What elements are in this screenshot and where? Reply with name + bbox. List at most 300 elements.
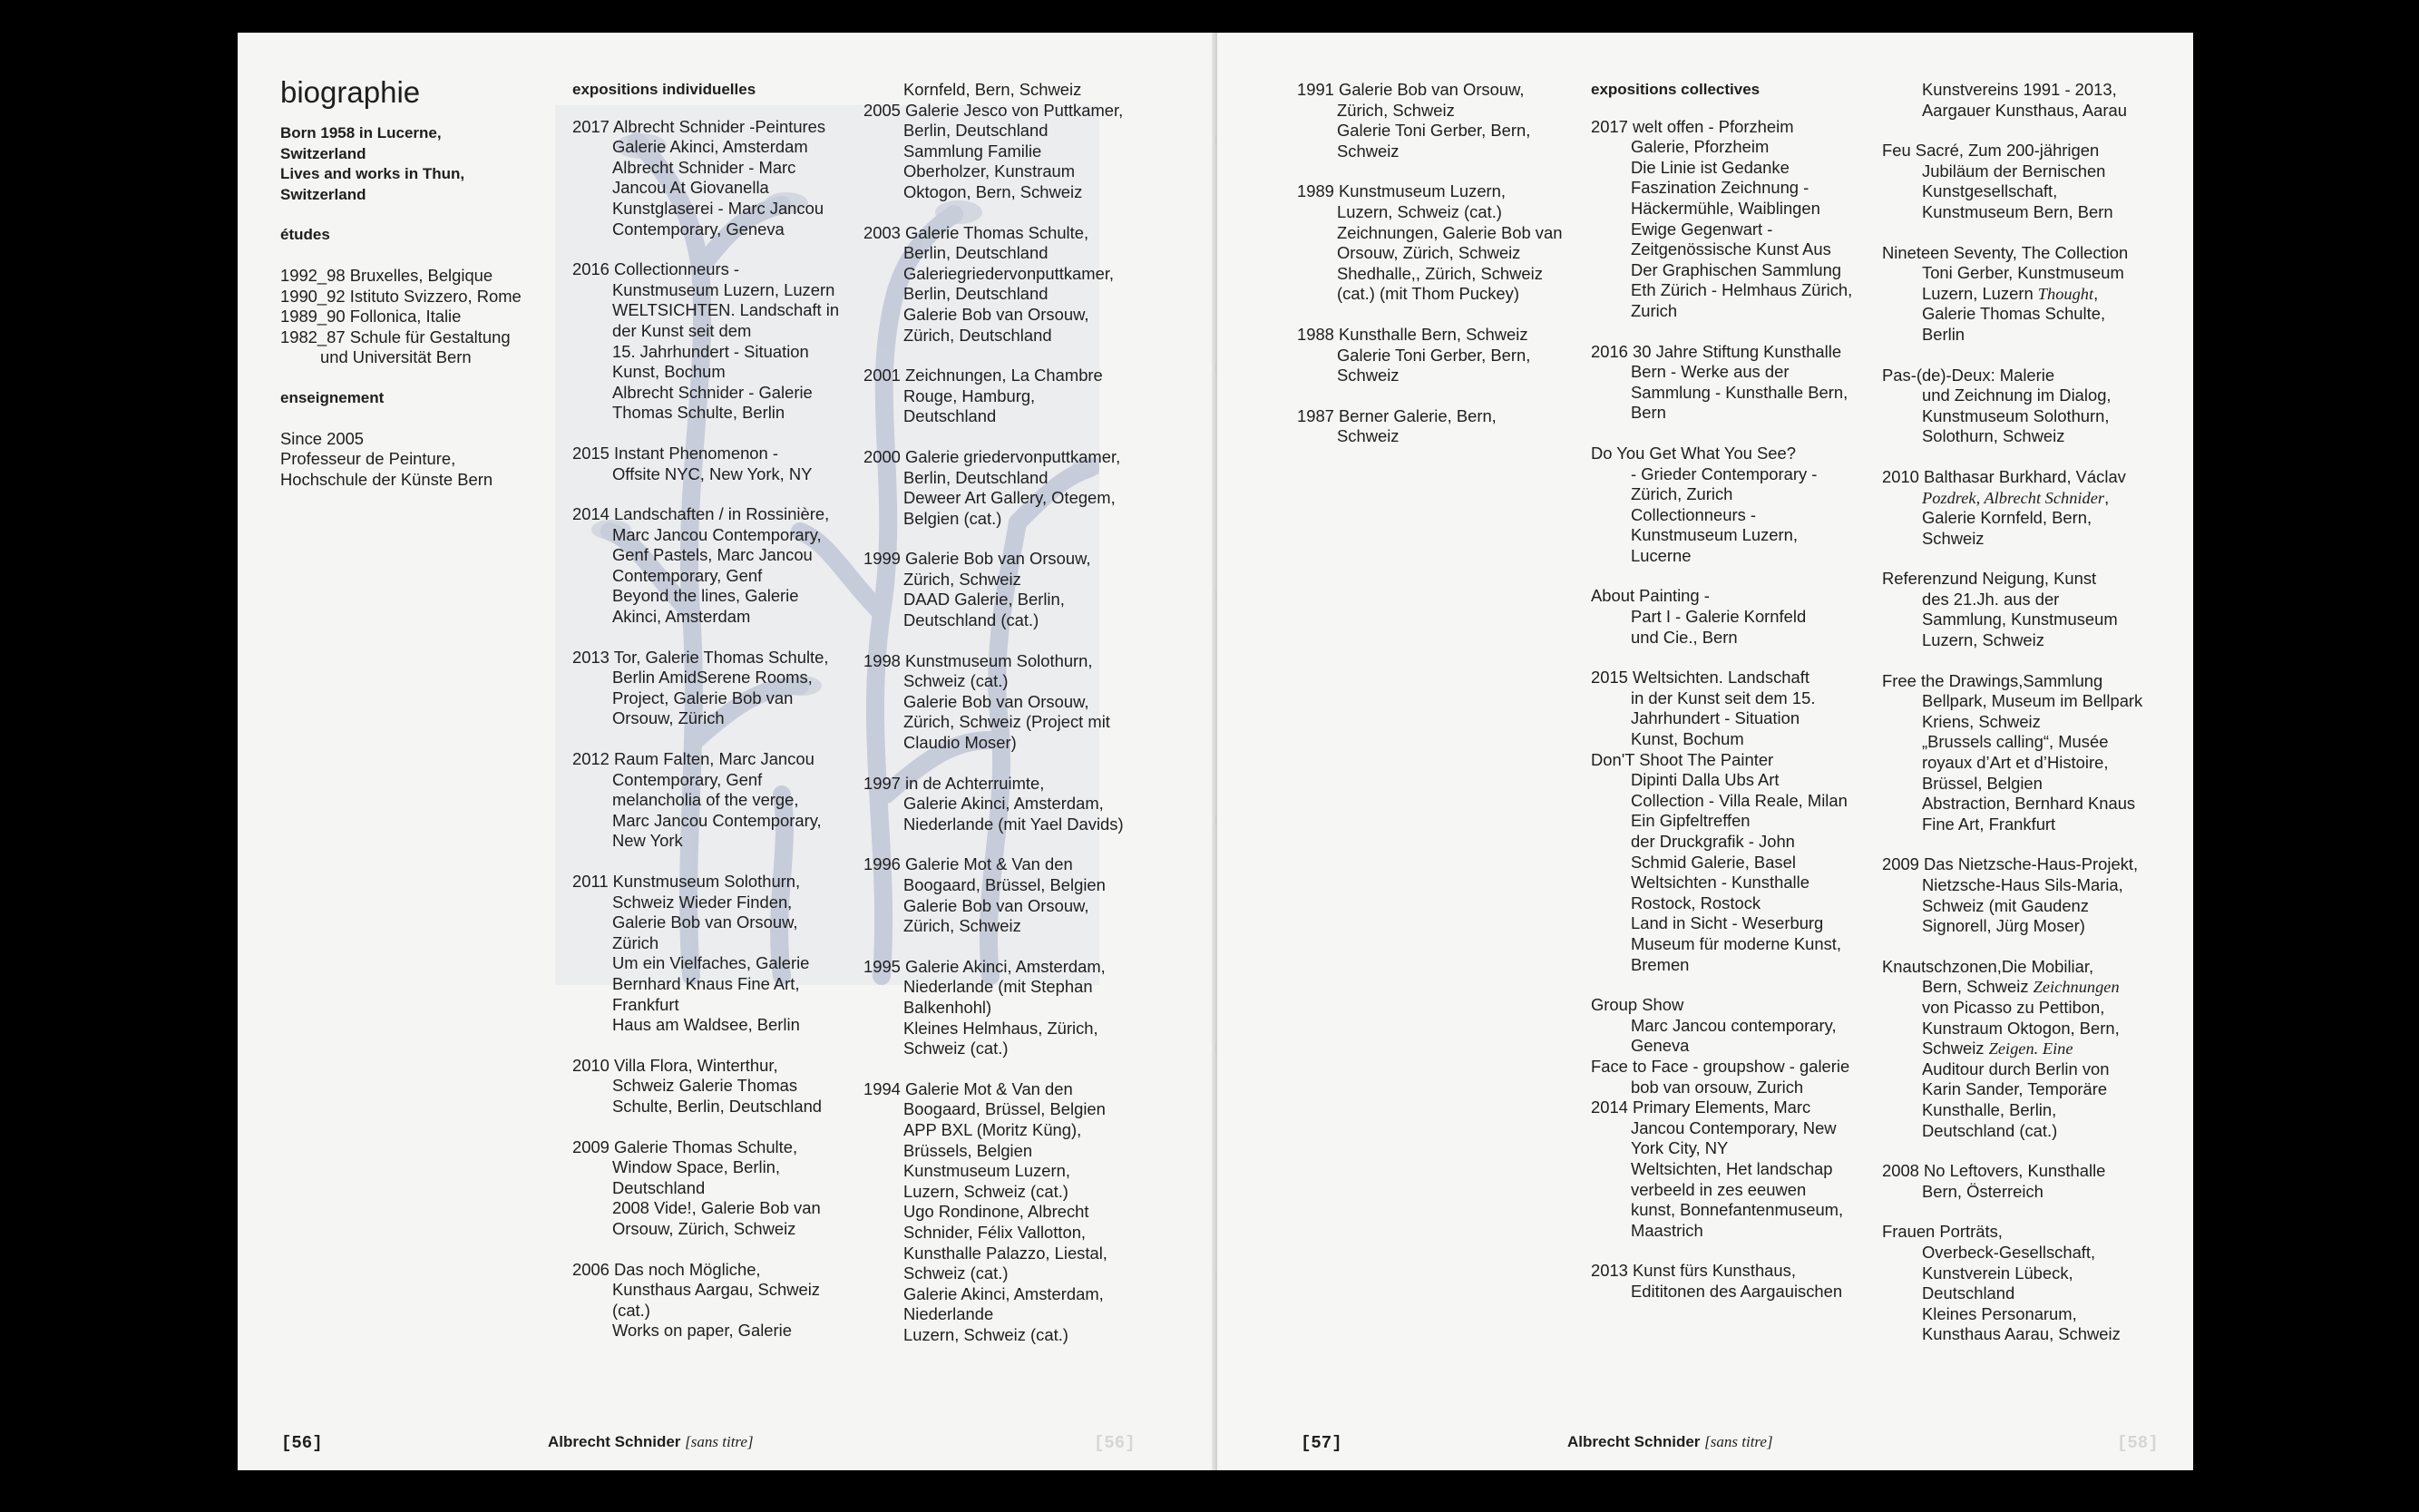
etudes-line: und Universität Bern <box>320 347 472 367</box>
exhibition-line: 1997 in de Achterruimte, <box>863 773 1045 793</box>
footer-title: [sans titre] <box>1704 1433 1773 1450</box>
exhibition-line: Lucerne <box>1631 545 1692 565</box>
exhibition-line: der Kunst seit dem <box>612 320 752 340</box>
exhibition-line: Galerie, Pforzheim <box>1631 137 1770 157</box>
exhibition-line: Zeitgenössische Kunst Aus <box>1631 239 1831 259</box>
enseignement-line: Professeur de Peinture, <box>280 449 456 469</box>
exhibition-line: Berlin <box>1922 324 1965 344</box>
exhibition-line: 2015 Weltsichten. Landschaft <box>1591 668 1809 688</box>
exhibition-line: Contemporary, Geneva <box>612 219 785 239</box>
exhibition-line: 2015 Instant Phenomenon - <box>572 443 778 463</box>
exhibition-line: 2011 Kunstmuseum Solothurn, <box>572 872 801 891</box>
exhibition-line: Kunstmuseum Bern, Bern <box>1922 201 2113 221</box>
exhibition-line: Deutschland (cat.) <box>1922 1120 2058 1140</box>
exhibition-line: Berlin, Deutschland <box>903 121 1049 141</box>
exhibition-line: Luzern, Schweiz (cat.) <box>1337 201 1502 221</box>
exhibition-line: Schweiz <box>1337 366 1400 385</box>
exhibition-line: Schweiz <box>1922 528 1985 548</box>
exhibition-line: Bernhard Knaus Fine Art, <box>612 973 800 993</box>
exhibition-line: Kunsthalle Palazzo, Liestal, <box>903 1243 1107 1263</box>
exhibition-entry <box>1882 467 2181 549</box>
exhibition-line: Signorell, Jürg Moser) <box>1922 916 2085 936</box>
exhibition-line: Claudio Moser) <box>903 733 1017 753</box>
exhibition-line: Collection - Villa Reale, Milan <box>1631 790 1848 810</box>
exhibition-line: (cat.) (mit Thom Puckey) <box>1337 284 1519 304</box>
exhibition-line: Maastrich <box>1631 1220 1703 1240</box>
exhibition-line: Galerie Kornfeld, Bern, <box>1922 508 2092 528</box>
exhibition-line: von Picasso zu Pettibon, <box>1922 997 2105 1017</box>
exhibition-entry <box>863 223 1163 346</box>
exhibition-line: Toni Gerber, Kunstmuseum <box>1922 263 2124 283</box>
exhibition-line: 2010 Balthasar Burkhard, Václav <box>1882 466 2126 486</box>
exhibition-line: Sammlung, Kunstmuseum <box>1922 610 2118 629</box>
exhibition-entry <box>1297 181 1596 305</box>
exhibition-line: Berlin, Deutschland <box>903 467 1049 487</box>
show-through-page-number: [58] <box>2117 1433 2159 1453</box>
exhibition-line: APP BXL (Moritz Küng), <box>903 1119 1082 1139</box>
exhibition-line: Pozdrek, Albrecht Schnider, <box>1922 487 2110 507</box>
exhibition-line: Brüssels, Belgien <box>903 1140 1033 1160</box>
exhibition-list <box>1882 80 2181 1345</box>
exhibition-line: Schweiz (cat.) <box>903 1263 1009 1283</box>
enseignement-line: Since 2005 <box>280 428 365 448</box>
exhibition-line: 1994 Galerie Mot & Van den <box>863 1078 1073 1098</box>
exhibition-line: Galerie Akinci, Amsterdam, <box>903 794 1104 814</box>
exhibition-entry <box>863 366 1163 427</box>
exhibition-entry <box>572 259 863 424</box>
exhibition-line: Bern <box>1631 403 1666 423</box>
exhibition-line: Galerie Toni Gerber, Bern, <box>1337 121 1531 141</box>
exhibition-entry <box>1591 342 1890 424</box>
exhibition-line: Faszination Zeichnung - <box>1631 178 1809 198</box>
left-page <box>238 33 1217 1470</box>
exhibition-line: Bremen <box>1631 954 1690 974</box>
expositions-individuelles-column <box>572 80 863 1361</box>
exhibition-entry <box>1882 80 2181 121</box>
expositions-collectives-column <box>1591 80 1890 1302</box>
exhibition-entry <box>1591 1097 1890 1241</box>
exhibition-entry <box>863 101 1163 203</box>
exhibition-entry <box>1882 671 2181 835</box>
exhibition-line: Schulte, Berlin, Deutschland <box>612 1096 823 1116</box>
exhibition-line: Contemporary, Genf <box>612 565 763 585</box>
exhibition-line: Do You Get What You See? <box>1591 443 1796 463</box>
etudes-line: 1989_90 Follonica, Italie <box>280 307 462 327</box>
exhibition-line: 2012 Raum Falten, Marc Jancou <box>572 749 814 769</box>
exhibition-entry <box>863 1079 1163 1346</box>
exhibition-line: Schnider, Félix Vallotton, <box>903 1222 1087 1242</box>
exhibition-entry <box>1297 325 1596 386</box>
exhibition-line: Schweiz Wieder Finden, <box>612 892 793 912</box>
enseignement-heading: enseignement <box>280 388 385 406</box>
exhibition-line: Akinci, Amsterdam <box>612 607 751 627</box>
exhibition-line: Shedhalle,, Zürich, Schweiz <box>1337 263 1543 283</box>
exhibition-entry <box>863 854 1163 936</box>
exhibition-list <box>1297 80 1596 447</box>
exhibition-line: Kunst, Bochum <box>1631 729 1744 749</box>
exhibition-line: Niederlande <box>903 1304 994 1324</box>
exhibition-line: Abstraction, Bernhard Knaus <box>1922 794 2136 814</box>
exhibition-line: Schweiz <box>1337 426 1400 446</box>
exhibition-line: Berlin AmidSerene Rooms, <box>612 668 813 688</box>
exhibition-line: bob van orsouw, Zurich <box>1631 1077 1804 1097</box>
exhibition-line: Deweer Art Gallery, Otegem, <box>903 488 1116 508</box>
exhibition-line: Bern - Werke aus der <box>1631 362 1790 382</box>
exhibition-line: Eth Zürich - Helmhaus Zürich, <box>1631 280 1853 300</box>
exhibition-line: kunst, Bonnefantenmuseum, <box>1631 1200 1844 1220</box>
exhibition-line: 1996 Galerie Mot & Van den <box>863 854 1073 874</box>
exhibition-line: und Cie., Bern <box>1631 627 1738 647</box>
exhibition-line: Deutschland (cat.) <box>903 610 1039 630</box>
exhibition-line: 2017 Albrecht Schnider -Peintures <box>572 116 826 136</box>
exhibition-line: 2017 welt offen - Pforzheim <box>1591 116 1794 136</box>
exhibition-entry <box>572 749 863 852</box>
exhibition-line: Brüssel, Belgien <box>1922 773 2043 793</box>
exhibition-line: Galerie Toni Gerber, Bern, <box>1337 345 1531 365</box>
exhibition-line: Ewige Gegenwart - <box>1631 219 1773 239</box>
exhibition-line: Galerie Akinci, Amsterdam, <box>903 1283 1104 1303</box>
exhibition-line: 1988 Kunsthalle Bern, Schweiz <box>1297 324 1528 344</box>
exhibition-line: Oberholzer, Kunstraum <box>903 161 1076 181</box>
exhibition-line: Nineteen Seventy, The Collection <box>1882 242 2129 262</box>
expositions-collectives-continued-column <box>1882 80 2181 1365</box>
page-number: [56] <box>281 1433 323 1453</box>
exhibition-entry <box>1882 957 2181 1141</box>
biography-column <box>280 74 543 490</box>
exhibition-line: Jubiläum der Bernischen <box>1922 161 2106 180</box>
expositions-collectives-heading: expositions collectives <box>1591 81 1761 98</box>
exhibition-line: 2008 No Leftovers, Kunsthalle <box>1882 1161 2106 1181</box>
exhibition-line: Haus am Waldsee, Berlin <box>612 1015 800 1035</box>
exhibition-line: 2008 Vide!, Galerie Bob van <box>612 1198 821 1218</box>
exhibition-line: Jancou At Giovanella <box>612 178 769 198</box>
exhibition-line: Niederlande (mit Yael Davids) <box>903 814 1124 834</box>
enseignement-text <box>280 429 543 491</box>
exhibition-line: Face to Face - groupshow - galerie <box>1591 1056 1850 1076</box>
etudes-line: 1982_87 Schule für Gestaltung <box>280 327 511 346</box>
exhibition-line: Bellpark, Museum im Bellpark <box>1922 691 2143 711</box>
exhibition-entry <box>572 1260 863 1341</box>
exhibition-line: Galerie Bob van Orsouw, <box>903 691 1089 711</box>
exhibition-line: 2014 Landschaften / in Rossinière, <box>572 504 830 524</box>
exhibition-line: Häckermühle, Waiblingen <box>1631 198 1820 218</box>
etudes-line: 1990_92 Istituto Svizzero, Rome <box>280 286 522 306</box>
exhibition-line: About Painting - <box>1591 586 1710 606</box>
exhibition-line: York City, NY <box>1631 1138 1729 1158</box>
exhibition-line: Ein Gipfeltreffen <box>1631 811 1751 831</box>
exhibition-entry <box>1882 1161 2181 1202</box>
exhibition-entry <box>1882 243 2181 346</box>
exhibition-line: Jancou Contemporary, New <box>1631 1117 1837 1137</box>
exhibition-line: - Grieder Contemporary - <box>1631 463 1818 483</box>
exhibition-line: Aargauer Kunsthaus, Aarau <box>1922 100 2127 120</box>
exhibition-line: „Brussels calling“, Musée <box>1922 732 2109 752</box>
exhibition-line: Edititonen des Aargauischen <box>1631 1281 1843 1301</box>
exhibition-line: Kunstgesellschaft, <box>1922 181 2058 201</box>
exhibition-line: Kunstmuseum Solothurn, <box>1922 405 2110 425</box>
exhibition-line: Thomas Schulte, Berlin <box>612 403 785 423</box>
exhibition-line: Belgien (cat.) <box>903 508 1002 528</box>
exhibition-line: Berlin, Deutschland <box>903 243 1049 263</box>
exhibition-entry <box>863 447 1163 529</box>
exhibition-line: Kunstverein Lübeck, <box>1922 1263 2073 1283</box>
expositions-individuelles-continued-column <box>1297 80 1596 467</box>
exhibition-line: Schweiz <box>1337 141 1400 161</box>
page-number: [57] <box>1301 1433 1342 1453</box>
exhibition-line: Albrecht Schnider - Marc <box>612 157 796 177</box>
exhibition-entry <box>863 774 1163 835</box>
exhibition-line: Window Space, Berlin, <box>612 1157 781 1177</box>
exhibition-entry <box>1882 854 2181 936</box>
exhibition-line: Albrecht Schnider - Galerie <box>612 382 813 402</box>
exhibition-line: Kunstglaserei - Marc Jancou <box>612 198 824 218</box>
exhibition-line: Boogaard, Brüssel, Belgien <box>903 875 1106 894</box>
exhibition-entry <box>572 872 863 1036</box>
exhibition-line: WELTSICHTEN. Landschaft in <box>612 300 840 320</box>
exhibition-line: 2006 Das noch Mögliche, <box>572 1259 761 1279</box>
exhibition-line: Feu Sacré, Zum 200-jährigen <box>1882 141 2100 161</box>
exhibition-line: Rouge, Hamburg, <box>903 385 1036 405</box>
exhibition-entry <box>1591 668 1890 749</box>
exhibition-line: Kunstvereins 1991 - 2013, <box>1922 80 2117 99</box>
exhibition-entry <box>1882 366 2181 447</box>
exhibition-line: 2009 Galerie Thomas Schulte, <box>572 1136 798 1156</box>
exhibition-line: 2014 Primary Elements, Marc <box>1591 1097 1811 1117</box>
exhibition-entry <box>572 444 863 484</box>
exhibition-line: Genf Pastels, Marc Jancou <box>612 545 813 565</box>
exhibition-line: und Zeichnung im Dialog, <box>1922 385 2112 405</box>
exhibition-line: Nietzsche-Haus Sils-Maria, <box>1922 875 2123 894</box>
exhibition-line: 2005 Galerie Jesco von Puttkamer, <box>863 100 1124 120</box>
exhibition-line: 1998 Kunstmuseum Solothurn, <box>863 650 1093 670</box>
exhibition-line: Kunstraum Oktogon, Bern, <box>1922 1018 2120 1038</box>
exhibition-line: verbeeld in zes eeuwen <box>1631 1179 1807 1199</box>
exhibition-line: Contemporary, Genf <box>612 769 763 789</box>
exhibition-line: Balkenhohl) <box>903 997 992 1017</box>
exhibition-line: Galerie Thomas Schulte, <box>1922 304 2106 324</box>
page-title: biographie <box>280 75 421 109</box>
exhibition-line: Kunstmuseum Luzern, <box>903 1161 1070 1181</box>
exhibition-line: Offsite NYC, New York, NY <box>612 463 813 483</box>
exhibition-entry <box>1591 995 1890 1057</box>
exhibition-line: Project, Galerie Bob van <box>612 688 794 707</box>
exhibition-line: Referenzund Neigung, Kunst <box>1882 569 2097 589</box>
exhibition-line: Zürich, Schweiz <box>1337 100 1455 120</box>
exhibition-line: Ugo Rondinone, Albrecht <box>903 1202 1089 1222</box>
exhibition-line: DAAD Galerie, Berlin, <box>903 590 1065 610</box>
exhibition-line: 2013 Kunst fürs Kunsthaus, <box>1591 1261 1796 1281</box>
exhibition-line: Zurich <box>1631 300 1678 320</box>
exhibition-list <box>863 101 1163 1346</box>
exhibition-entry <box>863 549 1163 630</box>
exhibition-line: Deutschland <box>903 406 997 426</box>
exhibition-line: 2001 Zeichnungen, La Chambre <box>863 366 1103 385</box>
exhibition-line: Dipinti Dalla Ubs Art <box>1631 770 1780 790</box>
exhibition-line: Zürich, Deutschland <box>903 325 1052 345</box>
exhibition-line: Luzern, Luzern Thought, <box>1922 283 2099 303</box>
footer-title: [sans titre] <box>685 1433 754 1450</box>
exhibition-entry <box>1882 569 2181 650</box>
exhibition-line: Weltsichten, Het landschap <box>1631 1158 1833 1178</box>
exhibition-line: Marc Jancou Contemporary, <box>612 524 822 544</box>
biography-intro <box>280 123 543 205</box>
exhibition-line: Luzern, Schweiz (cat.) <box>903 1181 1068 1201</box>
footer-author: Albrecht Schnider <box>1567 1433 1701 1450</box>
footer-author: Albrecht Schnider <box>548 1433 681 1450</box>
exhibition-line: Frankfurt <box>612 994 679 1014</box>
intro-line: Switzerland <box>280 185 366 203</box>
exhibition-line: Weltsichten - Kunsthalle <box>1631 873 1809 893</box>
exhibition-entry <box>863 651 1163 754</box>
exhibition-line: 2016 30 Jahre Stiftung Kunsthalle <box>1591 341 1842 361</box>
exhibition-line: Collectionneurs - <box>1631 504 1756 524</box>
exhibition-line: Kornfeld, Bern, Schweiz <box>903 80 1082 99</box>
exhibition-line: 1991 Galerie Bob van Orsouw, <box>1297 80 1525 99</box>
intro-line: Lives and works in Thun, <box>280 165 465 183</box>
exhibition-line: Zürich, Schweiz <box>903 916 1021 936</box>
exhibition-continuation <box>863 80 1163 101</box>
etudes-heading: études <box>280 226 330 244</box>
exhibition-line: Geneva <box>1631 1036 1690 1056</box>
exhibition-line: Schweiz (mit Gaudenz <box>1922 895 2089 915</box>
exhibition-line: Free the Drawings,Sammlung <box>1882 670 2103 690</box>
exhibition-line: royaux d’Art et d’Histoire, <box>1922 753 2109 773</box>
exhibition-line: Deutschland <box>612 1177 706 1197</box>
exhibition-line: 2013 Tor, Galerie Thomas Schulte, <box>572 647 829 667</box>
exhibition-line: Kunst, Bochum <box>612 362 726 382</box>
exhibition-line: 1987 Berner Galerie, Bern, <box>1297 405 1497 425</box>
exhibition-line: Galerie Bob van Orsouw, <box>612 912 798 932</box>
exhibition-entry <box>572 1137 863 1240</box>
exhibition-line: Kunsthaus Aarau, Schweiz <box>1922 1324 2121 1344</box>
intro-line: Switzerland <box>280 144 366 162</box>
exhibition-line: Sammlung Familie <box>903 141 1042 161</box>
exhibition-entry <box>1591 117 1890 322</box>
exhibition-line: Overbeck-Gesellschaft, <box>1922 1242 2096 1262</box>
exhibition-entry <box>572 117 863 240</box>
exhibition-line: des 21.Jh. aus der <box>1922 589 2060 609</box>
exhibition-entry <box>1591 1057 1890 1097</box>
exhibition-line: Bern, Schweiz Zeichnungen <box>1922 977 2120 997</box>
exhibition-line: Deutschland <box>1922 1283 2015 1303</box>
exhibition-entry <box>1591 586 1890 648</box>
exhibition-entry <box>572 1056 863 1117</box>
exhibition-entry <box>572 648 863 729</box>
running-footer <box>1567 1433 1773 1451</box>
exhibition-line: Auditour durch Berlin von <box>1922 1058 2110 1078</box>
exhibition-line: Knautschzonen,Die Mobiliar, <box>1882 956 2094 976</box>
exhibition-line: 2003 Galerie Thomas Schulte, <box>863 222 1089 242</box>
exhibition-line: Schmid Galerie, Basel <box>1631 852 1796 872</box>
exhibition-line: Pas-(de)-Deux: Malerie <box>1882 365 2055 385</box>
exhibition-line: Galerie Bob van Orsouw, <box>903 895 1089 915</box>
exhibition-line: Orsouw, Zürich, Schweiz <box>612 1218 796 1238</box>
exhibition-line: Kunsthaus Aargau, Schweiz <box>612 1280 821 1300</box>
exhibition-line: Karin Sander, Temporäre <box>1922 1079 2108 1099</box>
exhibition-entry <box>1591 1261 1890 1302</box>
exhibition-line: Land in Sicht - Weserburg <box>1631 913 1824 933</box>
exhibition-line: Schweiz (cat.) <box>903 671 1009 691</box>
exhibition-line: 2016 Collectionneurs - <box>572 259 740 279</box>
exhibition-entry <box>1297 80 1596 161</box>
exhibition-line: Marc Jancou Contemporary, <box>612 810 822 830</box>
exhibition-line: melancholia of the verge, <box>612 790 799 810</box>
exhibition-line: Part I - Galerie Kornfeld <box>1631 607 1807 627</box>
running-footer <box>548 1433 754 1451</box>
exhibition-line: 1989 Kunstmuseum Luzern, <box>1297 181 1507 201</box>
exhibition-line: Sammlung - Kunsthalle Bern, <box>1631 382 1848 402</box>
exhibition-line: Berlin, Deutschland <box>903 284 1049 304</box>
exhibition-entry <box>1297 406 1596 447</box>
exhibition-line: Der Graphischen Sammlung <box>1631 259 1842 279</box>
exhibition-line: Zürich <box>612 932 659 952</box>
exhibition-line: Group Show <box>1591 995 1684 1015</box>
intro-line: Born 1958 in Lucerne, <box>280 124 442 141</box>
right-page <box>1217 33 2193 1470</box>
exhibition-line: 15. Jahrhundert - Situation <box>612 341 809 361</box>
show-through-page-number: [56] <box>1094 1433 1136 1453</box>
exhibition-line: 1995 Galerie Akinci, Amsterdam, <box>863 956 1106 976</box>
exhibition-list <box>572 117 863 1341</box>
exhibition-line: 2010 Villa Flora, Winterthur, <box>572 1055 778 1075</box>
expositions-continued-column <box>863 80 1163 1365</box>
exhibition-line: Zürich, Schweiz <box>903 569 1021 589</box>
exhibition-line: Galerie Akinci, Amsterdam <box>612 137 808 157</box>
exhibition-line: Frauen Porträts, <box>1882 1222 2003 1242</box>
exhibition-line: Museum für moderne Kunst, <box>1631 933 1842 953</box>
exhibition-line: Schweiz (cat.) <box>903 1039 1009 1058</box>
exhibition-line: Kleines Helmhaus, Zürich, <box>903 1018 1098 1038</box>
exhibition-list <box>1591 117 1890 1302</box>
exhibition-line: (cat.) <box>612 1300 650 1320</box>
exhibition-line: Kunstmuseum Luzern, <box>1631 525 1798 545</box>
exhibition-line: Jahrhundert - Situation <box>1631 708 1800 728</box>
exhibition-line: Kunsthalle, Berlin, <box>1922 1099 2057 1119</box>
exhibition-line: Galerie Bob van Orsouw, <box>903 304 1089 324</box>
exhibition-line: Schweiz Zeigen. Eine <box>1922 1039 2073 1058</box>
exhibition-line: Zürich, Zurich <box>1631 484 1733 504</box>
exhibition-line: Zürich, Schweiz (Project mit <box>903 712 1110 732</box>
exhibition-entry <box>1882 1222 2181 1345</box>
exhibition-line: Beyond the lines, Galerie <box>612 586 799 606</box>
exhibition-line: Zeichnungen, Galerie Bob van <box>1337 222 1563 242</box>
exhibition-line: Boogaard, Brüssel, Belgien <box>903 1099 1106 1119</box>
exhibition-line: der Druckgrafik - John <box>1631 832 1795 851</box>
exhibition-line: Rostock, Rostock <box>1631 893 1761 912</box>
exhibition-line: Schweiz Galerie Thomas <box>612 1076 798 1096</box>
exhibition-line: Galeriegriedervonputtkamer, <box>903 263 1115 283</box>
exhibition-line: 2000 Galerie griedervonputtkamer, <box>863 446 1121 466</box>
enseignement-line: Hochschule der Künste Bern <box>280 469 493 489</box>
exhibition-line: Niederlande (mit Stephan <box>903 977 1093 997</box>
expositions-individuelles-heading: expositions individuelles <box>572 81 756 98</box>
exhibition-line: Works on paper, Galerie <box>612 1321 792 1341</box>
exhibition-entry <box>1591 750 1890 976</box>
exhibition-line: Oktogon, Bern, Schweiz <box>903 181 1083 201</box>
exhibition-entry <box>1882 141 2181 222</box>
etudes-list <box>280 266 543 368</box>
exhibition-line: Um ein Vielfaches, Galerie <box>612 953 810 973</box>
exhibition-line: Fine Art, Frankfurt <box>1922 814 2056 834</box>
exhibition-line: Kleines Personarum, <box>1922 1303 2077 1323</box>
exhibition-line: Luzern, Schweiz (cat.) <box>903 1324 1068 1344</box>
exhibition-entry <box>863 957 1163 1059</box>
exhibition-line: Die Linie ist Gedanke <box>1631 157 1790 177</box>
exhibition-line: 2009 Das Nietzsche-Haus-Projekt, <box>1882 854 2139 874</box>
exhibition-line: Solothurn, Schweiz <box>1922 426 2065 446</box>
exhibition-line: New York <box>612 831 683 851</box>
exhibition-line: Don'T Shoot The Painter <box>1591 749 1774 769</box>
